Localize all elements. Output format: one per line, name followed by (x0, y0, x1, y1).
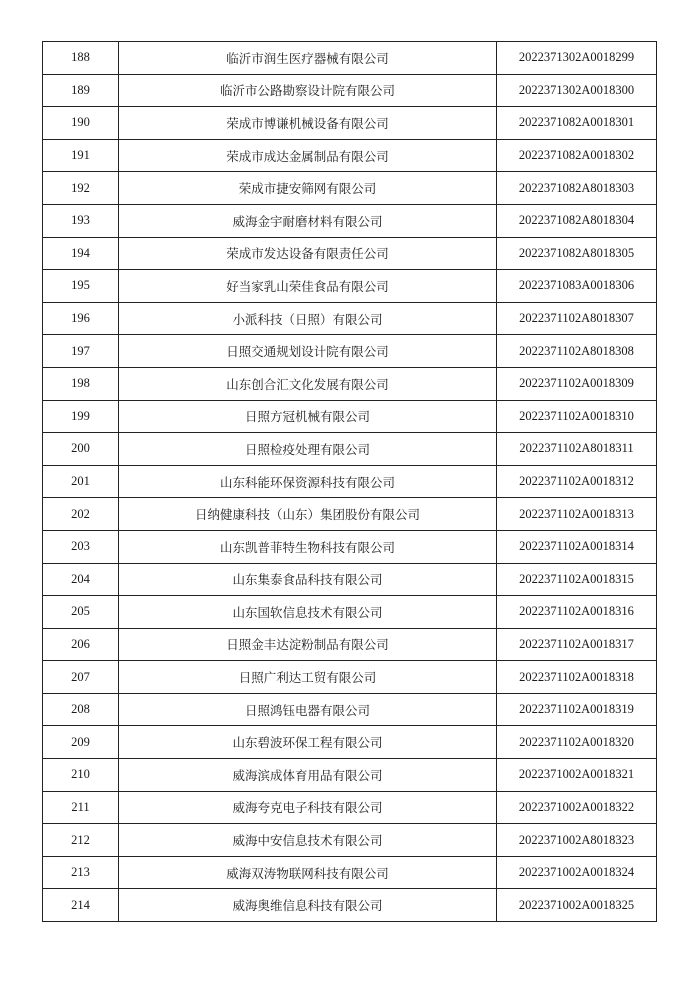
company-name-cell: 威海双涛物联网科技有限公司 (119, 856, 497, 889)
company-name-cell: 山东创合汇文化发展有限公司 (119, 367, 497, 400)
company-name-cell: 威海奥维信息科技有限公司 (119, 889, 497, 922)
registration-code-cell: 2022371102A0018309 (497, 367, 657, 400)
registration-code-cell: 2022371102A0018316 (497, 596, 657, 629)
company-name-cell: 威海金宇耐磨材料有限公司 (119, 204, 497, 237)
table-row (43, 693, 657, 726)
table-row (43, 400, 657, 433)
table-row (43, 335, 657, 368)
table-row (43, 465, 657, 498)
row-number-cell: 190 (43, 107, 119, 140)
company-name-cell: 荣成市博谦机械设备有限公司 (119, 107, 497, 140)
row-number-cell: 212 (43, 824, 119, 857)
table-row (43, 270, 657, 303)
table-row (43, 759, 657, 792)
table-row (43, 889, 657, 922)
row-number-cell: 207 (43, 661, 119, 694)
registration-code-cell: 2022371002A0018322 (497, 791, 657, 824)
registration-code-cell: 2022371102A0018319 (497, 693, 657, 726)
row-number-cell: 197 (43, 335, 119, 368)
company-name-cell: 日照方冠机械有限公司 (119, 400, 497, 433)
company-name-cell: 荣成市成达金属制品有限公司 (119, 139, 497, 172)
table-row (43, 563, 657, 596)
row-number-cell: 214 (43, 889, 119, 922)
registration-code-cell: 2022371102A0018318 (497, 661, 657, 694)
row-number-cell: 201 (43, 465, 119, 498)
row-number-cell: 198 (43, 367, 119, 400)
row-number-cell: 189 (43, 74, 119, 107)
registration-code-cell: 2022371102A0018315 (497, 563, 657, 596)
registration-code-cell: 2022371102A8018311 (497, 433, 657, 466)
company-name-cell: 威海滨成体育用品有限公司 (119, 759, 497, 792)
row-number-cell: 202 (43, 498, 119, 531)
table-row (43, 856, 657, 889)
registration-code-cell: 2022371102A8018308 (497, 335, 657, 368)
table-row (43, 661, 657, 694)
registration-code-cell: 2022371002A0018321 (497, 759, 657, 792)
row-number-cell: 213 (43, 856, 119, 889)
registration-code-cell: 2022371102A0018320 (497, 726, 657, 759)
row-number-cell: 205 (43, 596, 119, 629)
table-row (43, 367, 657, 400)
table-row (43, 139, 657, 172)
company-name-cell: 临沂市润生医疗器械有限公司 (119, 42, 497, 75)
table-row (43, 498, 657, 531)
registration-code-cell: 2022371082A8018305 (497, 237, 657, 270)
registration-code-cell: 2022371002A0018325 (497, 889, 657, 922)
row-number-cell: 195 (43, 270, 119, 303)
registration-code-cell: 2022371102A0018314 (497, 530, 657, 563)
company-name-cell: 好当家乳山荣佳食品有限公司 (119, 270, 497, 303)
registration-code-cell: 2022371082A0018302 (497, 139, 657, 172)
row-number-cell: 192 (43, 172, 119, 205)
company-name-cell: 山东国软信息技术有限公司 (119, 596, 497, 629)
table-row (43, 433, 657, 466)
registration-code-cell: 2022371102A0018313 (497, 498, 657, 531)
table-row (43, 726, 657, 759)
company-name-cell: 荣成市捷安筛网有限公司 (119, 172, 497, 205)
company-registry-table (42, 41, 657, 922)
company-name-cell: 日照检疫处理有限公司 (119, 433, 497, 466)
table-row (43, 628, 657, 661)
company-name-cell: 临沂市公路勘察设计院有限公司 (119, 74, 497, 107)
registration-code-cell: 2022371002A0018324 (497, 856, 657, 889)
table-row (43, 302, 657, 335)
row-number-cell: 209 (43, 726, 119, 759)
company-name-cell: 威海夸克电子科技有限公司 (119, 791, 497, 824)
row-number-cell: 211 (43, 791, 119, 824)
company-name-cell: 山东碧波环保工程有限公司 (119, 726, 497, 759)
registration-code-cell: 2022371102A0018317 (497, 628, 657, 661)
row-number-cell: 204 (43, 563, 119, 596)
table-row (43, 74, 657, 107)
row-number-cell: 194 (43, 237, 119, 270)
row-number-cell: 193 (43, 204, 119, 237)
table-row (43, 42, 657, 75)
row-number-cell: 196 (43, 302, 119, 335)
table-row (43, 237, 657, 270)
row-number-cell: 208 (43, 693, 119, 726)
company-name-cell: 荣成市发达设备有限责任公司 (119, 237, 497, 270)
registration-code-cell: 2022371082A8018304 (497, 204, 657, 237)
registration-code-cell: 2022371102A0018310 (497, 400, 657, 433)
table-row (43, 172, 657, 205)
company-name-cell: 山东集泰食品科技有限公司 (119, 563, 497, 596)
row-number-cell: 206 (43, 628, 119, 661)
row-number-cell: 200 (43, 433, 119, 466)
table-row (43, 530, 657, 563)
registration-code-cell: 2022371082A0018301 (497, 107, 657, 140)
row-number-cell: 199 (43, 400, 119, 433)
row-number-cell: 210 (43, 759, 119, 792)
company-name-cell: 日照鸿钰电器有限公司 (119, 693, 497, 726)
table-row (43, 824, 657, 857)
company-name-cell: 威海中安信息技术有限公司 (119, 824, 497, 857)
company-name-cell: 日照金丰达淀粉制品有限公司 (119, 628, 497, 661)
registration-code-cell: 2022371302A0018300 (497, 74, 657, 107)
company-name-cell: 小派科技（日照）有限公司 (119, 302, 497, 335)
row-number-cell: 191 (43, 139, 119, 172)
row-number-cell: 203 (43, 530, 119, 563)
table-row (43, 204, 657, 237)
company-name-cell: 日纳健康科技（山东）集团股份有限公司 (119, 498, 497, 531)
row-number-cell: 188 (43, 42, 119, 75)
registration-code-cell: 2022371102A0018312 (497, 465, 657, 498)
registration-code-cell: 2022371002A8018323 (497, 824, 657, 857)
registration-code-cell: 2022371302A0018299 (497, 42, 657, 75)
table-row (43, 596, 657, 629)
table-body (43, 42, 657, 922)
registration-code-cell: 2022371082A8018303 (497, 172, 657, 205)
company-name-cell: 日照交通规划设计院有限公司 (119, 335, 497, 368)
table-row (43, 107, 657, 140)
company-name-cell: 山东科能环保资源科技有限公司 (119, 465, 497, 498)
registration-code-cell: 2022371083A0018306 (497, 270, 657, 303)
table-row (43, 791, 657, 824)
company-name-cell: 山东凯普菲特生物科技有限公司 (119, 530, 497, 563)
registration-code-cell: 2022371102A8018307 (497, 302, 657, 335)
company-name-cell: 日照广利达工贸有限公司 (119, 661, 497, 694)
